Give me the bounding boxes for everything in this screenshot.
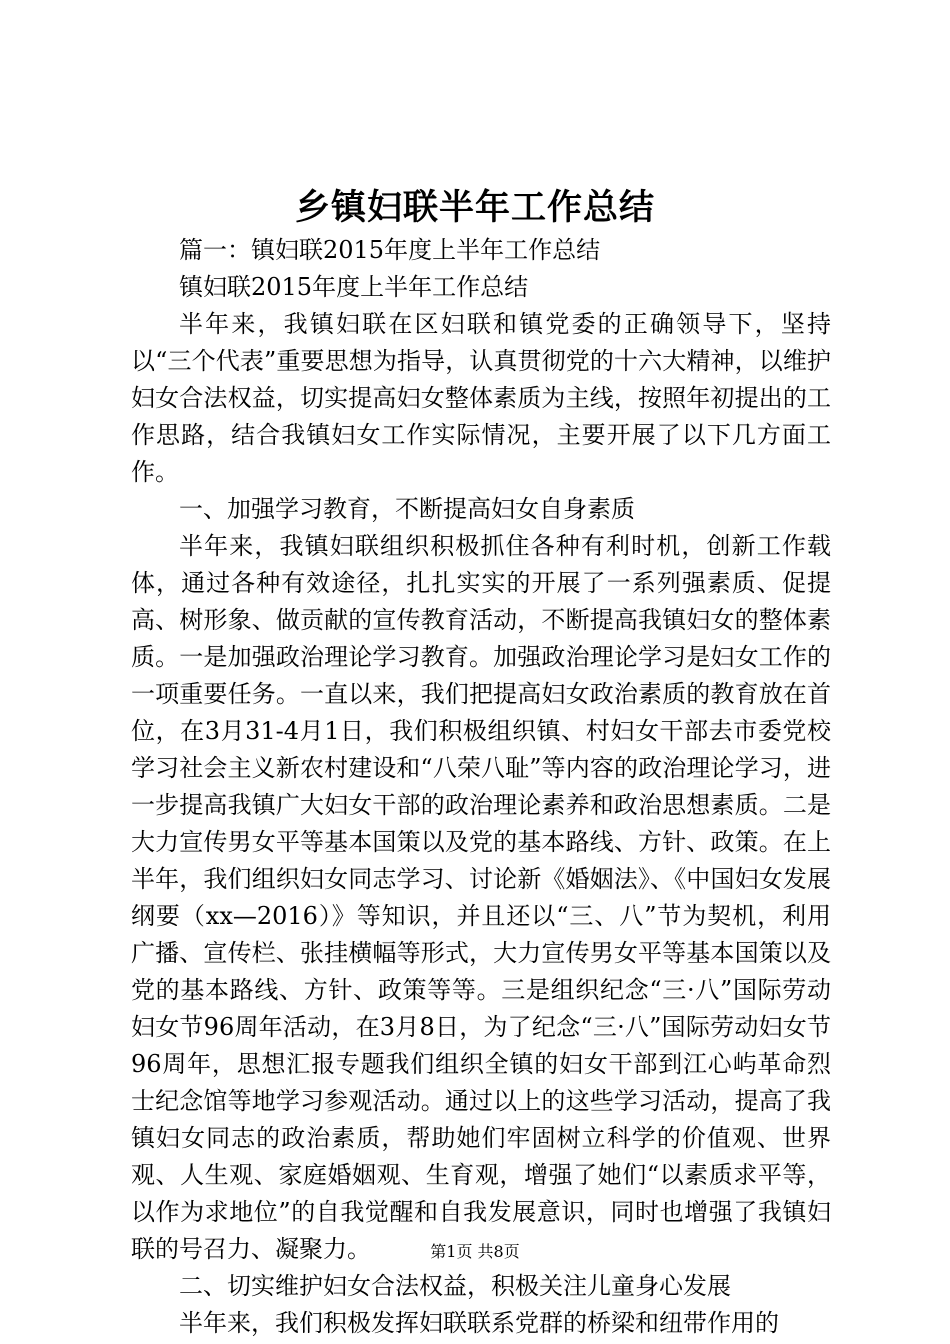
paragraph-section-1: 半年来，我镇妇联组织积极抓住各种有利时机，创新工作载体，通过各种有效途径，扎扎实实的开展了一系列强素质、促提高、树形象、做贡献的宣传教育活动，不断提高我镇妇女的整体素质。一是加强政治理论学习教育。加强政治理论学习是妇女工作的一项重要任务。一直以来，我们把提高妇女政治素质的教育放在首位，在3月31-4月1日，我们积极组织镇、村妇女干部去市委党校学习社会主义新农村建设和“八荣八耻”等内容的政治理论学习，进一步提高我镇广大妇女干部的政治理论素养和政治思想素质。二是大力宣传男女平等基本国策以及党的基本路线、方针、政策。在上半年，我们组织妇女同志学习、讨论新《婚姻法》、《中国妇女发展纲要（xx—2016）》等知识，并且还以“三、八”节为契机，利用广播、宣传栏、张挂横幅等形式，大力宣传男女平等基本国策以及党的基本路线、方针、政策等等。三是组织纪念“三·八”国际劳动妇女节96周年活动，在3月8日，为了纪念“三·八”国际劳动妇女节96周年，思想汇报专题我们组织全镇的妇女干部到江心屿革命烈士纪念馆等地学习参观活动。通过以上的这些学习活动，提高了我镇妇女同志的政治素质，帮助她们牢固树立科学的价值观、世界观、人生观、家庭婚姻观、生育观，增强了她们“以素质求平等，以作为求地位”的自我觉醒和自我发展意识，同时也增强了我镇妇联的号召力、凝聚力。	[131, 532, 831, 1263]
document-body	[131, 232, 831, 1342]
document-title: 乡镇妇联半年工作总结	[294, 187, 655, 228]
section-heading-1: 一、加强学习教育，不断提高妇女自身素质	[179, 495, 635, 523]
paragraph-heading-part-one: 篇一：镇妇联2015年度上半年工作总结	[179, 236, 601, 264]
section-heading-2: 二、切实维护妇女合法权益，积极关注儿童身心发展	[179, 1272, 731, 1300]
paragraph-section-2: 半年来，我们积极发挥妇联联系党群的桥梁和纽带作用的	[179, 1309, 779, 1337]
page-number-footer: 第1页 共8页	[430, 1242, 520, 1261]
paragraph-subtitle: 镇妇联2015年度上半年工作总结	[179, 273, 529, 301]
paragraph-intro: 半年来，我镇妇联在区妇联和镇党委的正确领导下，坚持以“三个代表”重要思想为指导，认真贯彻党的十六大精神，以维护妇女合法权益，切实提高妇女整体素质为主线，按照年初提出的工作思路，结合我镇妇女工作实际情况，主要开展了以下几方面工作。	[131, 310, 831, 486]
